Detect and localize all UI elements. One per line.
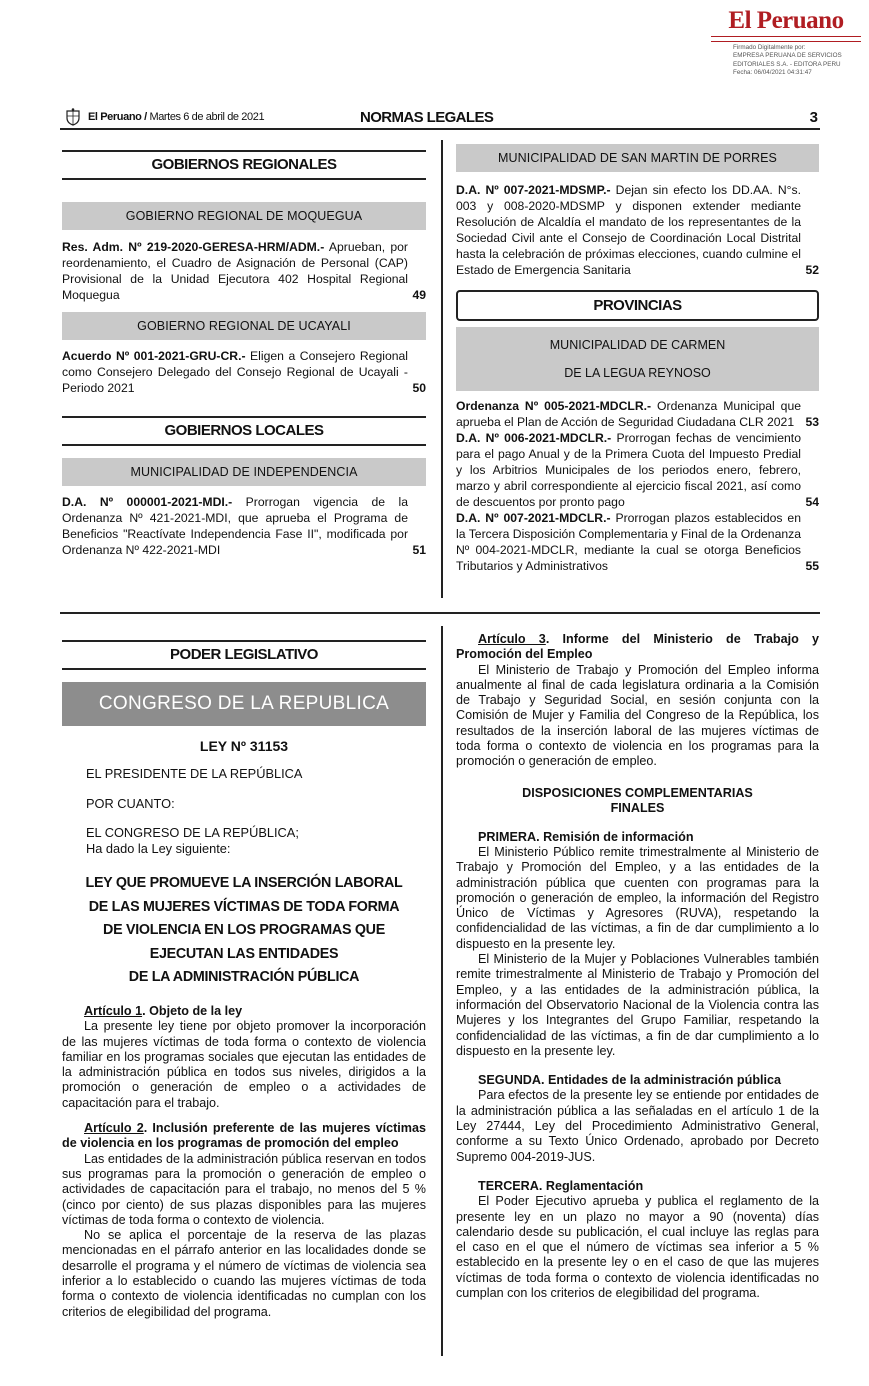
band-moquegua: GOBIERNO REGIONAL DE MOQUEGUA	[62, 202, 426, 230]
entry-text: Prorrogan plazos establecidos en la Tercera Disposición Complementaria y Final de la Ordenanza Nº 004-2021-MDCLR, mediante la cual se otorga Beneficios Tributarios y Administrativos	[456, 511, 801, 573]
brand-underline	[711, 36, 861, 42]
dispositions-heading-line: DISPOSICIONES COMPLEMENTARIAS	[522, 785, 753, 800]
law-title-line: DE VIOLENCIA EN LOS PROGRAMAS QUE	[103, 922, 385, 939]
law-number: LEY Nº 31153	[199, 738, 289, 754]
band-carmen-line: MUNICIPALIDAD DE CARMEN	[549, 338, 726, 352]
signature-line: Fecha: 06/04/2021 04:31:47	[733, 68, 812, 76]
dispositions-heading	[456, 786, 819, 816]
summary-entry	[62, 348, 426, 396]
entry-page: 50	[412, 381, 426, 395]
summary-entry	[62, 239, 426, 303]
law-right-column	[456, 632, 819, 1301]
tercera-heading: TERCERA. Reglamentación	[478, 1178, 644, 1193]
band-san-martin: MUNICIPALIDAD DE SAN MARTIN DE PORRES	[456, 144, 819, 172]
summary-entry	[456, 182, 819, 278]
section-title: NORMAS LEGALES	[360, 109, 494, 126]
primera-paragraph: El Ministerio de la Mujer y Poblaciones Vulnerables también remite trimestralmente al Ministerio de Trabajo y Promoción del Empleo, y a las entidades de la administración pública, la información del Observatorio Nacional de la Violencia contra las Mujeres y los Integrantes del Grupo Familiar, respetando la confidencialidad de las víctimas, a fin de dar cumplimiento a lo dispuesto en la presente ley.	[456, 952, 819, 1058]
entry-code: D.A. Nº 007-2021-MDCLR.-	[456, 511, 611, 525]
column-divider	[441, 626, 443, 1356]
law-title-line: LEY QUE PROMUEVE LA INSERCIÓN LABORAL	[85, 875, 403, 891]
primera-heading: PRIMERA. Remisión de información	[478, 829, 694, 844]
summary-entry	[456, 430, 819, 510]
entry-text: Aprueban, por reordenamiento, el Cuadro de Asignación de Personal (CAP) Provisional de la Unidad Ejecutora 402 Hospital Regional Moquegua	[62, 240, 408, 302]
summary-entry	[456, 510, 819, 574]
summary-entry	[62, 494, 426, 558]
entry-code: Ordenanza Nº 005-2021-MDCLR.-	[456, 399, 652, 413]
entry-code: Acuerdo Nº 001-2021-GRU-CR.-	[62, 349, 246, 363]
article-title: . Informe del Ministerio de Trabajo y Promoción del Empleo	[456, 632, 819, 662]
paper-label: El Peruano /	[88, 111, 147, 123]
brand-name: El Peruano	[728, 7, 844, 34]
entry-text: Prorrogan fechas de vencimiento para el pago Anual y de la Primera Cuota del Impuesto Predial y los Arbitrios Municipales de los periodos enero, febrero, marzo y abril correspondiente al ejercicio fiscal 2021, así como de descuentos por pronto pago	[456, 431, 801, 509]
summary-bottom-rule	[60, 612, 820, 614]
entry-text: Prorrogan vigencia de la Ordenanza Nº 421-2021-MDI, que aprueba el Programa de Beneficios "Reactívate Independencia Fase II", modificada por Ordenanza Nº 422-2021-MDI	[62, 495, 408, 557]
issue-date: Martes 6 de abril de 2021	[149, 111, 265, 123]
entry-page: 55	[805, 559, 819, 573]
law-left-column	[62, 640, 426, 1320]
article-3-heading	[456, 632, 819, 663]
primera-paragraph: El Ministerio Público remite trimestralmente al Ministerio de Trabajo y Promoción del Empleo, y a las entidades de la administración pública que cuenten con programas para la promoción o generación de empleo, la información del Registro Único de Víctimas y Agresores (RUVA), respetando la confidencialidad de las víctimas, a fin de dar cumplimiento a lo dispuesto en la presente ley.	[456, 844, 819, 951]
signature-line: EDITORIALES S.A. - EDITORA PERU	[733, 60, 841, 68]
law-title	[62, 872, 426, 990]
section-heading-locales: GOBIERNOS LOCALES	[62, 416, 426, 446]
band-independencia: MUNICIPALIDAD DE INDEPENDENCIA	[62, 458, 426, 486]
band-ucayali: GOBIERNO REGIONAL DE UCAYALI	[62, 312, 426, 340]
article-label: Artículo 1	[84, 1003, 143, 1018]
entry-code: Res. Adm. Nº 219-2020-GERESA-HRM/ADM.-	[62, 240, 325, 254]
law-title-line: EJECUTAN LAS ENTIDADES	[149, 945, 339, 962]
article-1-text: La presente ley tiene por objeto promover la incorporación de las mujeres víctimas de toda forma o contexto de violencia familiar en los programas sociales que ejecutan las entidades de la administración pública en todos sus niveles, dirigidos a la promoción o generación de empleo o a actividades de capacitación para el trabajo.	[62, 1019, 426, 1110]
el-peruano-logo	[711, 8, 861, 42]
column-divider	[441, 140, 443, 598]
congreso-line: EL CONGRESO DE LA REPÚBLICA;	[86, 825, 299, 840]
entry-page: 53	[805, 415, 819, 429]
section-heading-poder: PODER LEGISLATIVO	[62, 640, 426, 670]
article-2-paragraph: Las entidades de la administración pública reservan en todos sus programas para la promoción o generación de empleo o actividades de capacitación para el trabajo, no menos del 5 % (cinco por ciento) de sus plazas disponibles para las mujeres víctimas de toda forma o contexto de violencia.	[62, 1151, 426, 1227]
tercera-paragraph: El Poder Ejecutivo aprueba y publica el reglamento de la presente ley en un plazo no mayor a 90 (noventa) días calendario desde su publicación, el cual incluye las reglas para el caso en el que el número de víctimas sea inferior a 5 % establecido en la presente ley o en el caso de que las mujeres víctimas de toda forma o contexto de violencia identificadas no cumplan con los criterios de elegibilidad del programa.	[456, 1194, 819, 1300]
article-label: Artículo 2	[84, 1121, 144, 1136]
por-cuanto-line: POR CUANTO:	[86, 795, 175, 811]
summary-left-column	[62, 150, 426, 558]
presidente-line: EL PRESIDENTE DE LA REPÚBLICA	[86, 766, 303, 781]
digital-signature-note	[733, 44, 863, 77]
section-heading-provincias: PROVINCIAS	[456, 290, 819, 321]
section-heading-regionales: GOBIERNOS REGIONALES	[62, 150, 426, 180]
article-3-text: El Ministerio de Trabajo y Promoción del Empleo informa anualmente al final de cada legislatura ordinaria a la Comisión de Trabajo y Seguridad Social, en sesión conjunta con la Comisión de Mujer y Familia del Congreso de la República, los resultados de la inserción laboral de las mujeres víctimas de toda forma o contexto de violencia en los programas para la promoción o generación de empleo.	[456, 662, 819, 769]
entry-text: Ordenanza Municipal que aprueba el Plan de Acción de Seguridad Ciudadana CLR 2021	[456, 399, 801, 429]
signature-line: EMPRESA PERUANA DE SERVICIOS	[733, 52, 842, 60]
band-carmen	[456, 327, 819, 391]
entry-text: Dejan sin efecto los DD.AA. N°s. 003 y 008-2020-MDSMP y disponen extender mediante Resolución de Alcaldía el mandato de los representantes de la Sociedad Civil ante el Consejo de Coordinación Local Distrital hasta la celebración de próximas elecciones, cuando culmine el Estado de Emergencia Sanitaria	[456, 183, 801, 277]
congress-banner: CONGRESO DE LA REPUBLICA	[62, 682, 426, 726]
summary-entry	[456, 398, 819, 430]
segunda-heading: SEGUNDA. Entidades de la administración pública	[478, 1073, 782, 1088]
entry-code: D.A. Nº 007-2021-MDSMP.-	[456, 183, 611, 197]
coat-of-arms-icon	[65, 108, 81, 126]
band-carmen-line: DE LA LEGUA REYNOSO	[564, 366, 711, 380]
article-2-paragraph: No se aplica el porcentaje de la reserva de las plazas mencionadas en el párrafo anterior en las localidades donde se desarrolle el programa y el número de víctimas de violencia sea inferior a lo establecido o cuando las mujeres víctimas de toda forma o contexto de violencia identificadas no cumplan con los criterios de elegibilidad del programa.	[62, 1228, 426, 1319]
article-title: . Inclusión preferente de las mujeres víctimas de violencia en los programas de promoción del empleo	[62, 1121, 426, 1151]
page-number: 3	[809, 109, 818, 126]
law-title-line: DE LA ADMINISTRACIÓN PÚBLICA	[128, 969, 360, 986]
article-title: . Objeto de la ley	[142, 1003, 243, 1018]
law-title-line: DE LAS MUJERES VÍCTIMAS DE TODA FORMA	[88, 898, 400, 915]
segunda-paragraph: Para efectos de la presente ley se entiende por entidades de la administración pública a las señaladas en el artículo 1 de la Ley 27444, Ley del Procedimiento Administrativo General, conforme a su Texto Único Ordenado, aprobado por Decreto Supremo 004-2019-JUS.	[456, 1088, 819, 1164]
entry-page: 54	[805, 495, 819, 509]
entry-code: D.A. Nº 006-2021-MDCLR.-	[456, 431, 612, 445]
article-1-heading	[62, 1004, 426, 1019]
signature-line: Firmado Digitalmente por:	[733, 44, 806, 51]
ha-dado-line: Ha dado la Ley siguiente:	[86, 840, 231, 856]
summary-right-column	[456, 144, 819, 574]
entry-page: 49	[412, 288, 426, 302]
entry-code: D.A. Nº 000001-2021-MDI.-	[62, 495, 233, 509]
page-header-bar	[60, 108, 820, 130]
entry-page: 52	[805, 263, 819, 277]
article-label: Artículo 3	[478, 632, 546, 646]
dispositions-heading-line: FINALES	[610, 800, 665, 815]
entry-text: Eligen a Consejero Regional como Consejero Delegado del Consejo Regional de Ucayali - Periodo 2021	[62, 349, 408, 395]
article-2-heading	[62, 1121, 426, 1152]
newspaper-name	[88, 111, 264, 123]
entry-page: 51	[412, 543, 426, 557]
